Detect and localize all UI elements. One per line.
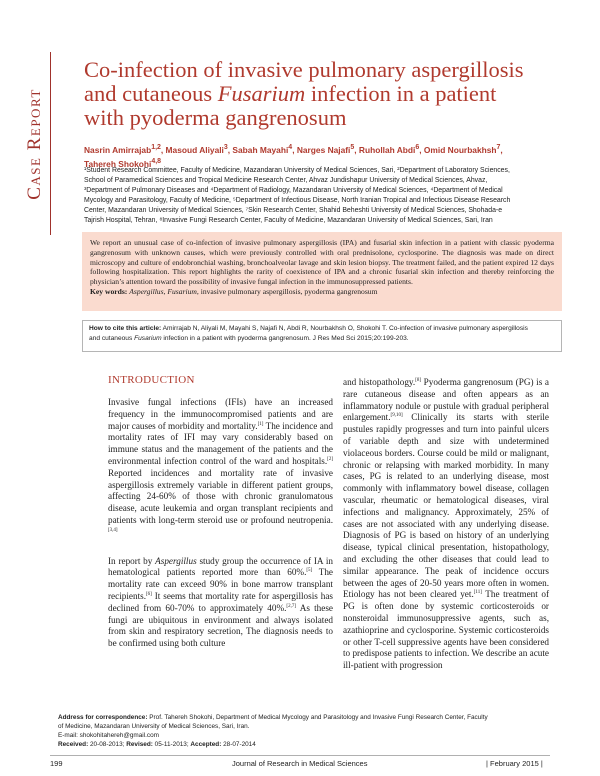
author-name: , Masoud Aliyali [160, 144, 224, 155]
reference-marker: [2] [327, 456, 333, 462]
revised-date: 05-11-2013; [152, 740, 191, 748]
paragraph [108, 556, 333, 650]
article-type-label [22, 52, 48, 235]
issue-date: | February 2015 | [486, 759, 543, 768]
body-text: Pyoderma gangrenosum (PG) is a rare cutaneous disease and often appears as an inflammatory nodule or pustule with gradual peripheral enlargement. [343, 377, 549, 423]
body-text: The treatment of PG is often done by systemic corticosteroids or nonsteroidal immunosuppressive agents, such as, azathioprine and cyclosporine. Systemic corticosteroids or other T-cell suppressive agents have been considered to predispose patients to infection. We describe an acute ill-patient with progression [343, 589, 550, 671]
reference-marker: [8] [415, 378, 422, 383]
dates-line [58, 741, 558, 750]
affiliation-line: Tajrish Hospital, Tehran, ⁸Invasive Fungi Research Center, Faculty of Medicine, Mazandaran University of Medical Sciences, Sari, Iran [84, 216, 493, 224]
author-sup: 6 [415, 144, 420, 151]
citation-text: and cutaneous [89, 335, 135, 342]
abstract-box [82, 232, 562, 311]
author-name: , Ruhollah Abdi [354, 144, 416, 155]
reference-marker: [9,10] [390, 413, 403, 419]
author-name: Tahereh Shokohi [84, 159, 152, 170]
article-type-text: Case Report [24, 87, 46, 200]
reference-marker: [5] [306, 568, 313, 574]
author-name: , [500, 144, 503, 155]
citation-box [82, 320, 562, 352]
affiliation-line: ³Department of Pulmonary Diseases and ⁴Department of Radiology, Mazandaran University of Medical Sciences, ⁴Department of Medical [84, 186, 503, 194]
author-sup: 4 [288, 144, 293, 151]
body-text: study group the occurrence of IA in hematological patients reported more than 60%. [108, 555, 333, 578]
keywords-italic: Aspergillus, Fusarium [129, 286, 197, 296]
affiliation-line: ¹Student Research Committee, Faculty of Medicine, Mazandaran University of Medical Sciences, Sari, ²Department of Laboratory Sciences, [84, 167, 510, 174]
author-line-1 [84, 142, 564, 156]
correspondence-text: Prof. Tahereh Shokohi, Department of Medical Mycology and Parasitology and Invasive Fungi Research Center, Faculty [147, 714, 488, 721]
citation-italic: Fusarium [134, 335, 162, 342]
body-text: It seems that mortality rate for aspergillosis has declined from 60-70% to approximately 40%. [108, 590, 333, 613]
journal-name: Journal of Research in Medical Sciences [232, 759, 368, 768]
article-title [84, 58, 554, 130]
section-heading: INTRODUCTION [108, 374, 195, 386]
reference-marker: [6] [146, 591, 152, 597]
body-column-right [343, 377, 549, 672]
title-italic: Fusarium [217, 81, 306, 106]
paragraph [108, 397, 333, 539]
paragraph [343, 377, 549, 672]
email-line[interactable]: E-mail: shokohitahereh@gmail.com [58, 731, 159, 739]
reference-marker: [3,4] [108, 527, 118, 533]
received-label: Received: [58, 740, 89, 748]
affiliations [84, 166, 562, 225]
keywords-label: Key words: [90, 286, 128, 296]
sidebar-rule [50, 52, 51, 235]
body-italic: Aspergillus [155, 555, 197, 566]
body-text: Invasive fungal infections (IFIs) have an increased frequency in the immunocompromised patients and are major causes of morbidity and mortality. [108, 397, 333, 431]
accepted-date: 28-07-2014 [221, 740, 256, 748]
author-name: Nasrin Amirrajab [84, 144, 152, 155]
author-sup: 1,2 [151, 144, 161, 151]
body-text: In report by [108, 555, 156, 566]
title-text: and cutaneous [84, 81, 218, 106]
author-sup: 5 [350, 144, 355, 151]
reference-marker: [2,7] [286, 603, 297, 609]
citation-label: How to cite this article: [89, 325, 162, 332]
reference-marker: [1] [257, 421, 264, 427]
body-text: The incidence and mortality rates of IFI may vary considerably based on immune status and the management of the patients and the environmental infection control of the ward and hospitals. [108, 420, 333, 466]
author-sup: 3 [223, 144, 228, 151]
body-column-left [108, 397, 333, 650]
abstract-text: We report an unusual case of co-infection of invasive pulmonary aspergillosis (IPA) and fusarial skin infection in a patient with classic pyoderma gangrenosum with unknown causes, which were previously controlled with oral prednisolone, cyclosporine. The diagnosis was made on direct microscopy and culture of endobronchial washing, bronchoalveolar lavage and skin lesion biopsy. The treatment failed, and the patient expired 12 days following hospitalization. This report highlights the rarity of coexistence of IPA and a chronic fusarial skin infection and thereby reinforcing the physician’s attention toward the possibility of invasive fungal infection in the immunosuppressed patients. [90, 238, 554, 287]
author-name: , Narges Najafi [292, 144, 351, 155]
body-text: and histopathology. [343, 377, 416, 387]
body-text: Clinically its starts with sterile pustules rapidly progresses and turn into painful ulcers of variable depth and size with undetermined violaceous borders. Course could be mild or malignant, chronic or relapsing with marked morbidity. In many cases, PG is related to an underlying disease, most commonly with inflammatory bowel disease, collagen vascular, rheumatic or hematological diseases, viral infections and malignancy. Approximately, 25% of cases are not associated with any underlying disease. Diagnosis of PG is based on history of an underlying disease, typical clinical presentation, histopathology, and excluding the other diseases that could lead to similar appearance. The peak of incidence occurs between the ages of 20-50 years more often in women. Etiology has not been cleared yet. [343, 412, 549, 600]
title-line-2 [84, 82, 554, 106]
correspondence-line [58, 714, 558, 723]
received-date: 20-08-2013; [88, 740, 127, 748]
citation-text: infection in a patient with pyoderma gangrenosum. J Res Med Sci 2015;20:199-203. [161, 335, 409, 342]
body-text: As these fungi are ubiquitous in environment and always isolated from skin and respiratory secretion, The diagnosis needs to be confirmed using both culture [108, 602, 333, 649]
correspondence-line: of Medicine, Mazandaran University of Medical Sciences, Sari, Iran. [58, 722, 250, 730]
revised-label: Revised: [126, 740, 153, 748]
body-text: The mortality rate can exceed 90% in bone marrow transplant recipients. [108, 567, 333, 601]
author-sup: 4,8 [151, 158, 162, 166]
correspondence-block [58, 714, 558, 750]
affiliation-line: School of Paramedical Sciences and Tropical Medicine Research Center, Ahvaz Jundishapur University of Medical Sciences, Ahvaz, [84, 176, 488, 184]
author-sup: 7 [496, 144, 501, 151]
reference-marker: [11] [473, 590, 482, 596]
citation-text: Amirrajab N, Aliyali M, Mayahi S, Najafi N, Abdi R, Nourbakhsh O, Shokohi T. Co-infection of invasive pulmonary aspergillosis [161, 325, 528, 332]
author-name: , Omid Nourbakhsh [419, 144, 497, 155]
title-line-1: Co-infection of invasive pulmonary aspergillosis [84, 57, 524, 82]
accepted-label: Accepted: [190, 740, 222, 748]
title-line-3: with pyoderma gangrenosum [84, 105, 347, 130]
title-text: infection in a patient [305, 81, 497, 106]
page-number: 199 [50, 759, 63, 768]
footer-rule [50, 755, 550, 756]
affiliation-line: Mycology and Parasitology, Faculty of Medicine, ⁵Department of Infectious Disease, North Iranian Tropical and Infectious Disease Research [84, 196, 511, 204]
affiliation-line: Center, Mazandaran University of Medical Sciences, ⁷Skin Research Center, Shahid Beheshti University of Medical Sciences, Shohada-e [84, 206, 503, 214]
body-text: Reported incidences and mortality rate of invasive aspergillosis extremely variable in different patient groups, affecting 24-60% of those with chronic granulomatous disease, acute leukemia and organ transplant recipients and patients with long-term steroid use or profound neutropenia. [108, 467, 333, 525]
keywords-text: , invasive pulmonary aspergillosis, pyoderma gangrenosum [196, 286, 378, 296]
author-name: , Sabah Mayahi [227, 144, 289, 155]
correspondence-label: Address for correspondence: [58, 714, 148, 721]
